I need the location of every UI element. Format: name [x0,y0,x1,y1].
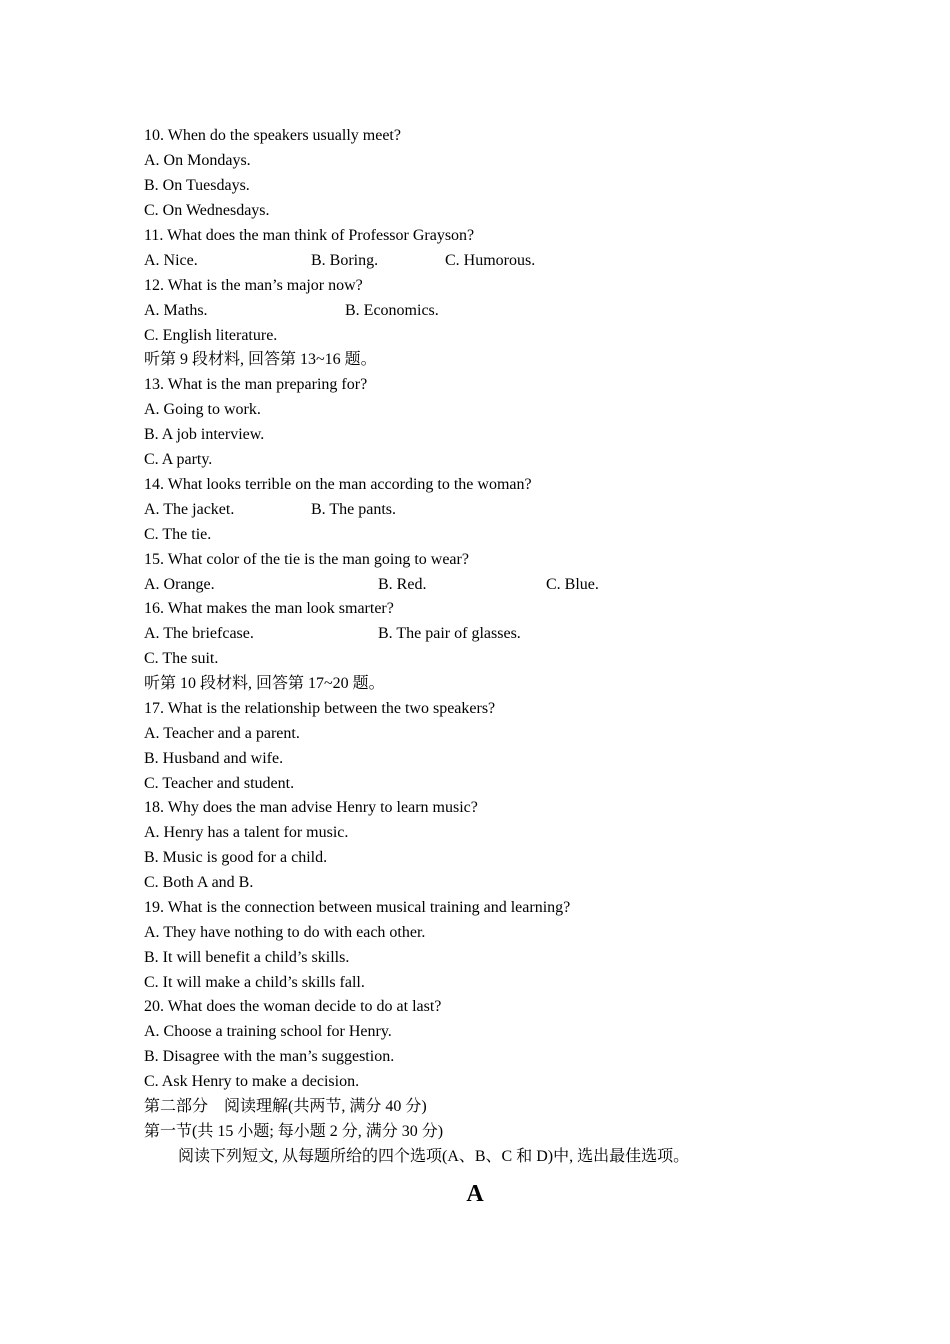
part-two-heading: 第二部分 阅读理解(共两节, 满分 40 分) [144,1098,427,1115]
question-14-stem: 14. What looks terrible on the man according to the woman? [144,476,532,493]
question-15-option-c: C. Blue. [546,576,599,593]
question-18-option-a: A. Henry has a talent for music. [144,824,349,841]
question-12-options [144,299,644,324]
question-11-options [144,249,644,274]
question-17-option-b: B. Husband and wife. [144,750,284,767]
question-11-option-a: A. Nice. [144,252,198,269]
question-16-option-a: A. The briefcase. [144,625,254,642]
question-19-option-b: B. It will benefit a child’s skills. [144,949,350,966]
question-14-option-b: B. The pants. [311,501,397,518]
question-14-options [144,498,644,523]
question-13-stem: 13. What is the man preparing for? [144,376,368,393]
question-20-option-b: B. Disagree with the man’s suggestion. [144,1048,395,1065]
question-10-option-c: C. On Wednesdays. [144,202,270,219]
question-15-option-b: B. Red. [378,576,427,593]
section-10-instruction: 听第 10 段材料, 回答第 17~20 题。 [144,675,385,692]
question-16-options [144,622,644,647]
question-10-option-b: B. On Tuesdays. [144,177,250,194]
question-20-option-a: A. Choose a training school for Henry. [144,1023,392,1040]
question-20-option-c: C. Ask Henry to make a decision. [144,1073,360,1090]
question-15-option-a: A. Orange. [144,576,215,593]
question-12-stem: 12. What is the man’s major now? [144,277,363,294]
question-14-option-c: C. The tie. [144,526,212,543]
question-16-stem: 16. What makes the man look smarter? [144,600,394,617]
reading-instruction: 阅读下列短文, 从每题所给的四个选项(A、B、C 和 D)中, 选出最佳选项。 [178,1148,690,1165]
section-one-heading: 第一节(共 15 小题; 每小题 2 分, 满分 30 分) [144,1123,444,1140]
question-18-option-b: B. Music is good for a child. [144,849,328,866]
question-15-stem: 15. What color of the tie is the man going to wear? [144,551,469,568]
question-10-stem: 10. When do the speakers usually meet? [144,127,401,144]
question-18-stem: 18. Why does the man advise Henry to learn music? [144,799,478,816]
question-20-stem: 20. What does the woman decide to do at last? [144,998,442,1015]
question-17-option-a: A. Teacher and a parent. [144,725,300,742]
question-11-option-c: C. Humorous. [445,252,536,269]
question-14-option-a: A. The jacket. [144,501,235,518]
question-18-option-c: C. Both A and B. [144,874,254,891]
question-10-option-a: A. On Mondays. [144,152,251,169]
question-12-option-b: B. Economics. [345,302,439,319]
question-13-option-c: C. A party. [144,451,213,468]
section-9-instruction: 听第 9 段材料, 回答第 13~16 题。 [144,351,377,368]
question-19-stem: 19. What is the connection between musical training and learning? [144,899,571,916]
question-16-option-b: B. The pair of glasses. [378,625,521,642]
question-15-options [144,573,644,598]
question-13-option-a: A. Going to work. [144,401,261,418]
question-11-stem: 11. What does the man think of Professor Grayson? [144,227,475,244]
question-17-stem: 17. What is the relationship between the two speakers? [144,700,496,717]
question-19-option-a: A. They have nothing to do with each other. [144,924,426,941]
question-17-option-c: C. Teacher and student. [144,775,295,792]
question-19-option-c: C. It will make a child’s skills fall. [144,974,365,991]
question-11-option-b: B. Boring. [311,252,379,269]
passage-title: A [466,1181,484,1207]
question-12-option-c: C. English literature. [144,327,278,344]
question-16-option-c: C. The suit. [144,650,219,667]
question-12-option-a: A. Maths. [144,302,208,319]
question-13-option-b: B. A job interview. [144,426,265,443]
